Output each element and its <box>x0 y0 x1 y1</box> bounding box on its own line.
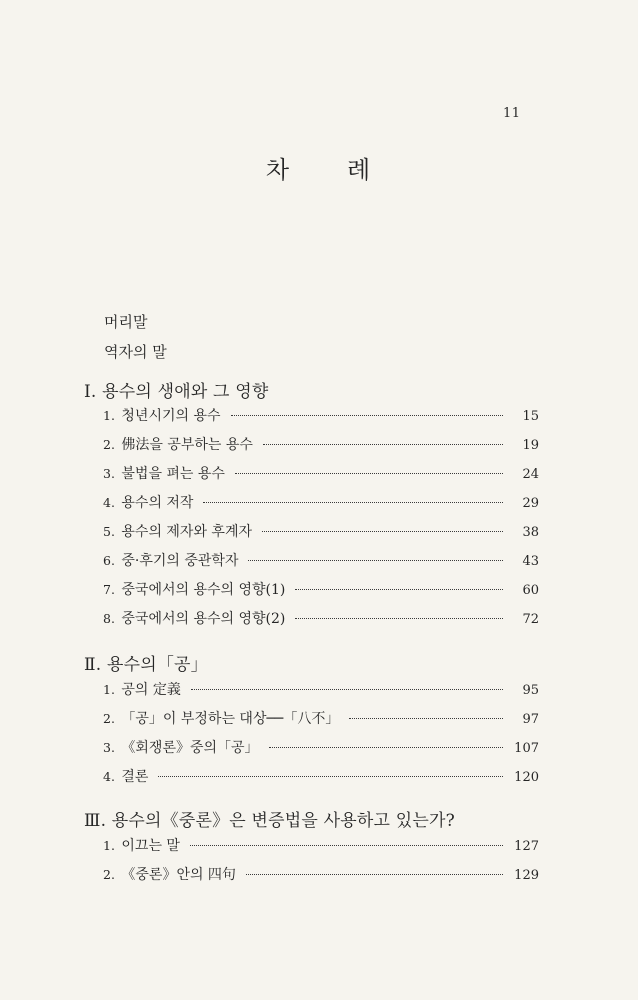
entry-number: 8. <box>103 611 115 626</box>
toc-entry <box>103 835 539 857</box>
toc-entry <box>103 492 539 514</box>
entry-page: 38 <box>522 525 539 540</box>
entry-number: 2. <box>103 437 115 452</box>
toc-entry <box>103 463 539 485</box>
dot-leader <box>231 415 503 416</box>
dot-leader <box>263 444 503 445</box>
toc-entry <box>103 579 539 601</box>
entry-page: 127 <box>514 839 539 854</box>
part-heading-3: Ⅲ. 용수의《중론》은 변증법을 사용하고 있는가? <box>84 811 455 831</box>
toc-entry <box>103 608 539 630</box>
page-number: 11 <box>503 106 521 121</box>
entry-page: 72 <box>522 612 539 627</box>
entry-title: 「공」이 부정하는 대상──「八不」 <box>121 711 340 727</box>
entry-title: 중·후기의 중관학자 <box>121 553 239 569</box>
toc-title <box>0 150 638 185</box>
entry-title: 결론 <box>121 769 149 785</box>
dot-leader <box>158 776 503 777</box>
toc-entry <box>103 550 539 572</box>
dot-leader <box>190 845 503 846</box>
entry-page: 29 <box>522 496 539 511</box>
entry-number: 5. <box>103 524 115 539</box>
entry-page: 60 <box>522 583 539 598</box>
entry-title: 《중론》안의 四句 <box>121 867 236 883</box>
toc-entry <box>103 737 539 759</box>
entry-page: 15 <box>522 409 539 424</box>
toc-entry <box>103 521 539 543</box>
entry-number: 3. <box>103 466 115 481</box>
dot-leader <box>191 689 503 690</box>
entry-title: 불법을 펴는 용수 <box>121 466 225 482</box>
entry-number: 3. <box>103 740 115 755</box>
entry-title: 용수의 저작 <box>121 495 194 511</box>
entry-page: 120 <box>514 770 539 785</box>
entry-page: 107 <box>514 741 539 756</box>
toc-entry <box>103 405 539 427</box>
entry-title: 공의 定義 <box>121 682 181 698</box>
part-heading-1: Ⅰ. 용수의 생애와 그 영향 <box>84 382 269 402</box>
part-heading-2: Ⅱ. 용수의「공」 <box>84 655 208 675</box>
toc-entry <box>103 679 539 701</box>
entry-title: 佛法을 공부하는 용수 <box>121 437 253 453</box>
dot-leader <box>235 473 503 474</box>
dot-leader <box>246 874 503 875</box>
entry-page: 95 <box>522 683 539 698</box>
entry-number: 6. <box>103 553 115 568</box>
entry-title: 용수의 제자와 후계자 <box>121 524 253 540</box>
toc-title-left: 차 <box>265 156 291 184</box>
entry-page: 97 <box>522 712 539 727</box>
toc-entry <box>103 766 539 788</box>
front-matter-preface: 머리말 <box>104 313 148 331</box>
front-matter-translator-note: 역자의 말 <box>104 343 167 361</box>
dot-leader <box>203 502 503 503</box>
entry-number: 1. <box>103 838 115 853</box>
toc-entry <box>103 708 539 730</box>
entry-number: 1. <box>103 682 115 697</box>
toc-title-right: 례 <box>347 156 373 184</box>
entry-number: 4. <box>103 769 115 784</box>
entry-page: 129 <box>514 868 539 883</box>
toc-entry <box>103 864 539 886</box>
dot-leader <box>295 618 503 619</box>
entry-number: 7. <box>103 582 115 597</box>
dot-leader <box>269 747 503 748</box>
dot-leader <box>349 718 503 719</box>
entry-page: 43 <box>522 554 539 569</box>
entry-page: 19 <box>522 438 539 453</box>
dot-leader <box>248 560 503 561</box>
entry-title: 이끄는 말 <box>121 838 180 854</box>
entry-title: 중국에서의 용수의 영향(1) <box>121 582 286 598</box>
dot-leader <box>295 589 503 590</box>
entry-title: 청년시기의 용수 <box>121 408 221 424</box>
entry-number: 2. <box>103 711 115 726</box>
entry-title: 《회쟁론》중의「공」 <box>121 740 259 756</box>
entry-number: 2. <box>103 867 115 882</box>
dot-leader <box>262 531 503 532</box>
entry-number: 1. <box>103 408 115 423</box>
toc-entry <box>103 434 539 456</box>
entry-title: 중국에서의 용수의 영향(2) <box>121 611 286 627</box>
entry-page: 24 <box>522 467 539 482</box>
entry-number: 4. <box>103 495 115 510</box>
